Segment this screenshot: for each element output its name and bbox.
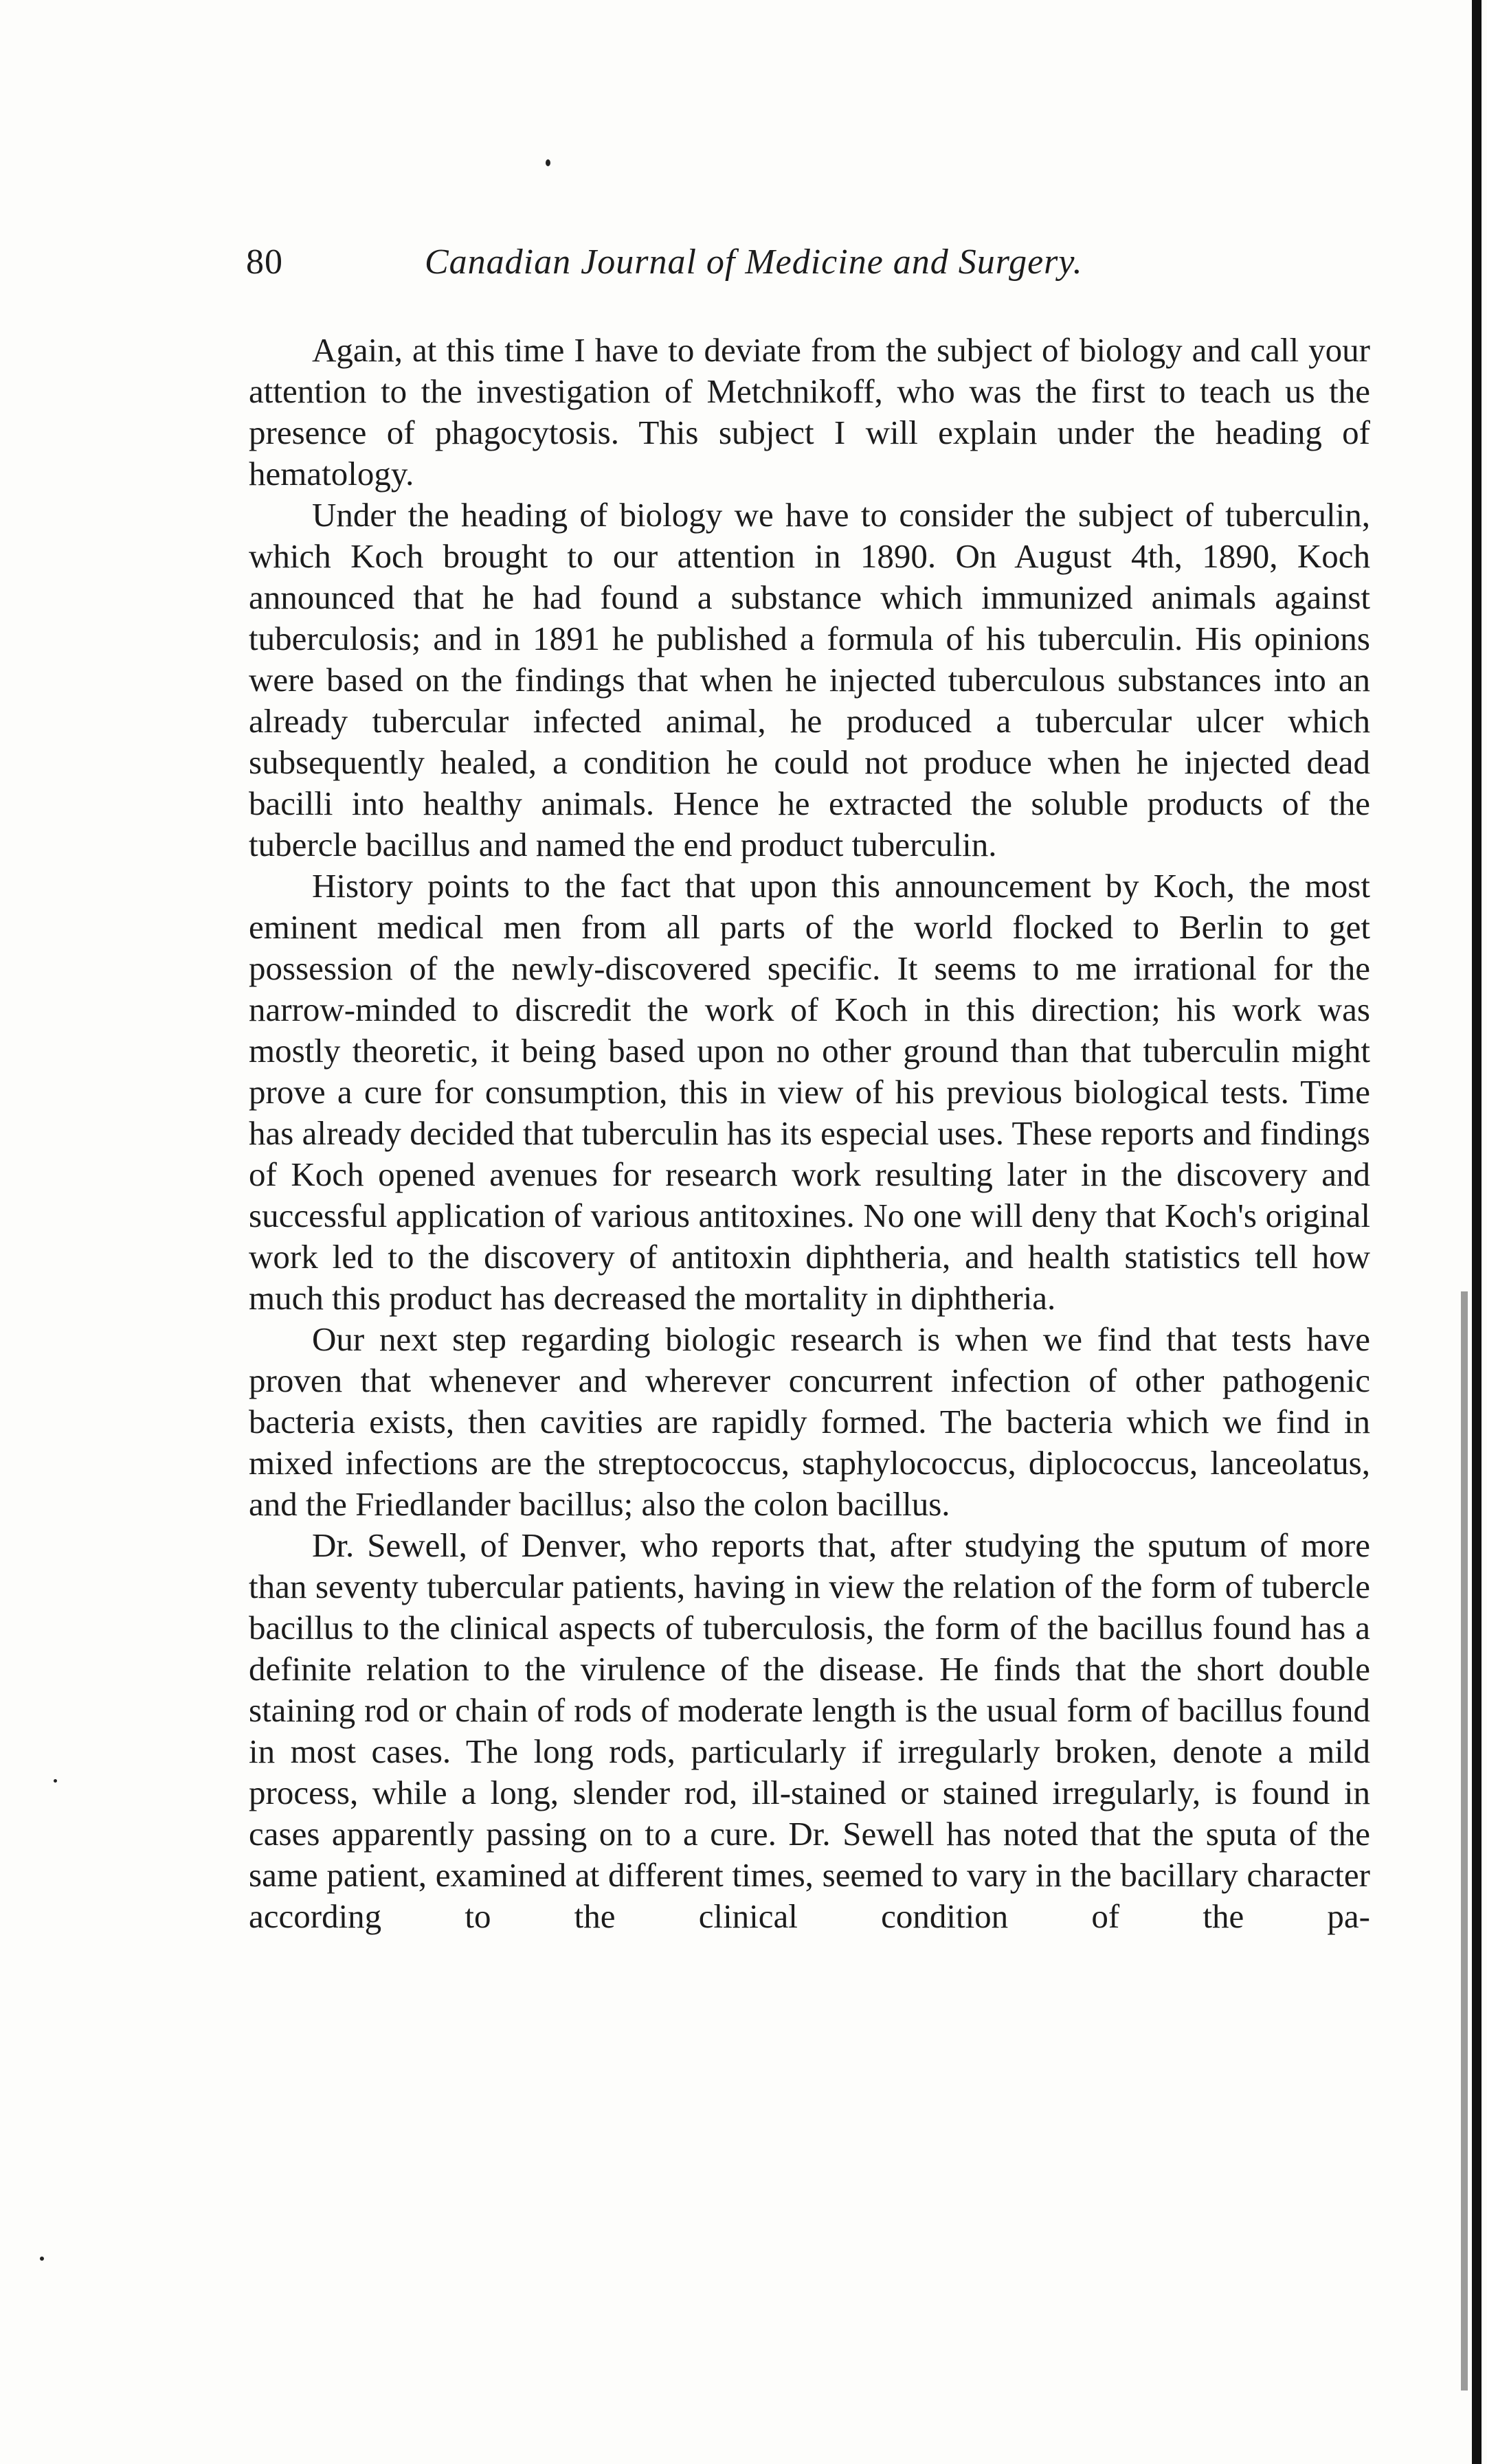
scan-shadow-mark [1461,1291,1468,2390]
paragraph-sewell: Dr. Sewell, of Denver, who reports that, after studying the sputum of more than seventy tubercular patients, having in view the relation of the form of tubercle bacillus to the clinical aspects of tuberculosis, the form of the bacillus found has a definite relation to the virulence of the disease. He finds that the short double staining rod or chain of rods of moderate length is the usual form of bacillus found in most cases. The long rods, particularly if irregularly broken, denote a mild process, while a long, slender rod, ill-stained or stained irregularly, is found in cases apparently passing on to a cure. Dr. Sewell has noted that the sputa of the same patient, examined at different times, seemed to vary in the bacillary character according to the clinical condition of the pa- [249,1526,1370,1935]
paragraph-metchnikoff: Again, at this time I have to deviate from the subject of biology and call your attention to the investigation of Metchnikoff, who was the first to teach us the presence of phagocytosis. This subject I will explain under the heading of hematology. [249,331,1370,493]
paragraph-mixed-infection: Our next step regarding biologic research is when we find that tests have proven that whenever and wherever concurrent infection of other pathogenic bacteria exists, then cavities are rapidly formed. The bacteria which we find in mixed infections are the streptococcus, staphylococcus, diplococcus, lanceolatus, and the Friedlander bacillus; also the colon bacillus. [249,1320,1370,1523]
paragraph-history-koch: History points to the fact that upon this announcement by Koch, the most eminent medical men from all parts of the world flocked to Berlin to get possession of the newly-discovered specific. It seems to me irrational for the narrow-minded to discredit the work of Koch in this direction; his work was mostly theoretic, it being based upon no other ground than that tuberculin might prove a cure for consumption, this in view of his previous biological tests. Time has already decided that tuberculin has its especial uses. These reports and findings of Koch opened avenues for research work resulting later in the discovery and successful application of various antitoxines. No one will deny that Koch's original work led to the discovery of antitoxin diphtheria, and health statistics tell how much this product has decreased the mortality in diphtheria. [249,867,1370,1317]
ink-speck [40,2257,44,2261]
scan-binding-edge [1472,0,1482,2464]
journal-title: Canadian Journal of Medicine and Surgery. [425,242,1083,282]
running-header [246,242,1380,297]
article-body [249,330,1370,1937]
ink-speck [54,1779,57,1783]
page-number: 80 [246,242,283,282]
paragraph-tuberculin: Under the heading of biology we have to consider the subject of tuberculin, which Koch brought to our attention in 1890. On August 4th, 1890, Koch announced that he had found a substance which immunized animals against tuberculosis; and in 1891 he published a formula of his tuberculin. His opinions were based on the findings that when he injected tuberculous substances into an already tubercular infected animal, he produced a tubercular ulcer which subsequently healed, a condition he could not produce when he injected dead bacilli into healthy animals. Hence he extracted the soluble products of the tubercle bacillus and named the end product tuberculin. [249,496,1370,863]
ink-speck [546,159,550,166]
